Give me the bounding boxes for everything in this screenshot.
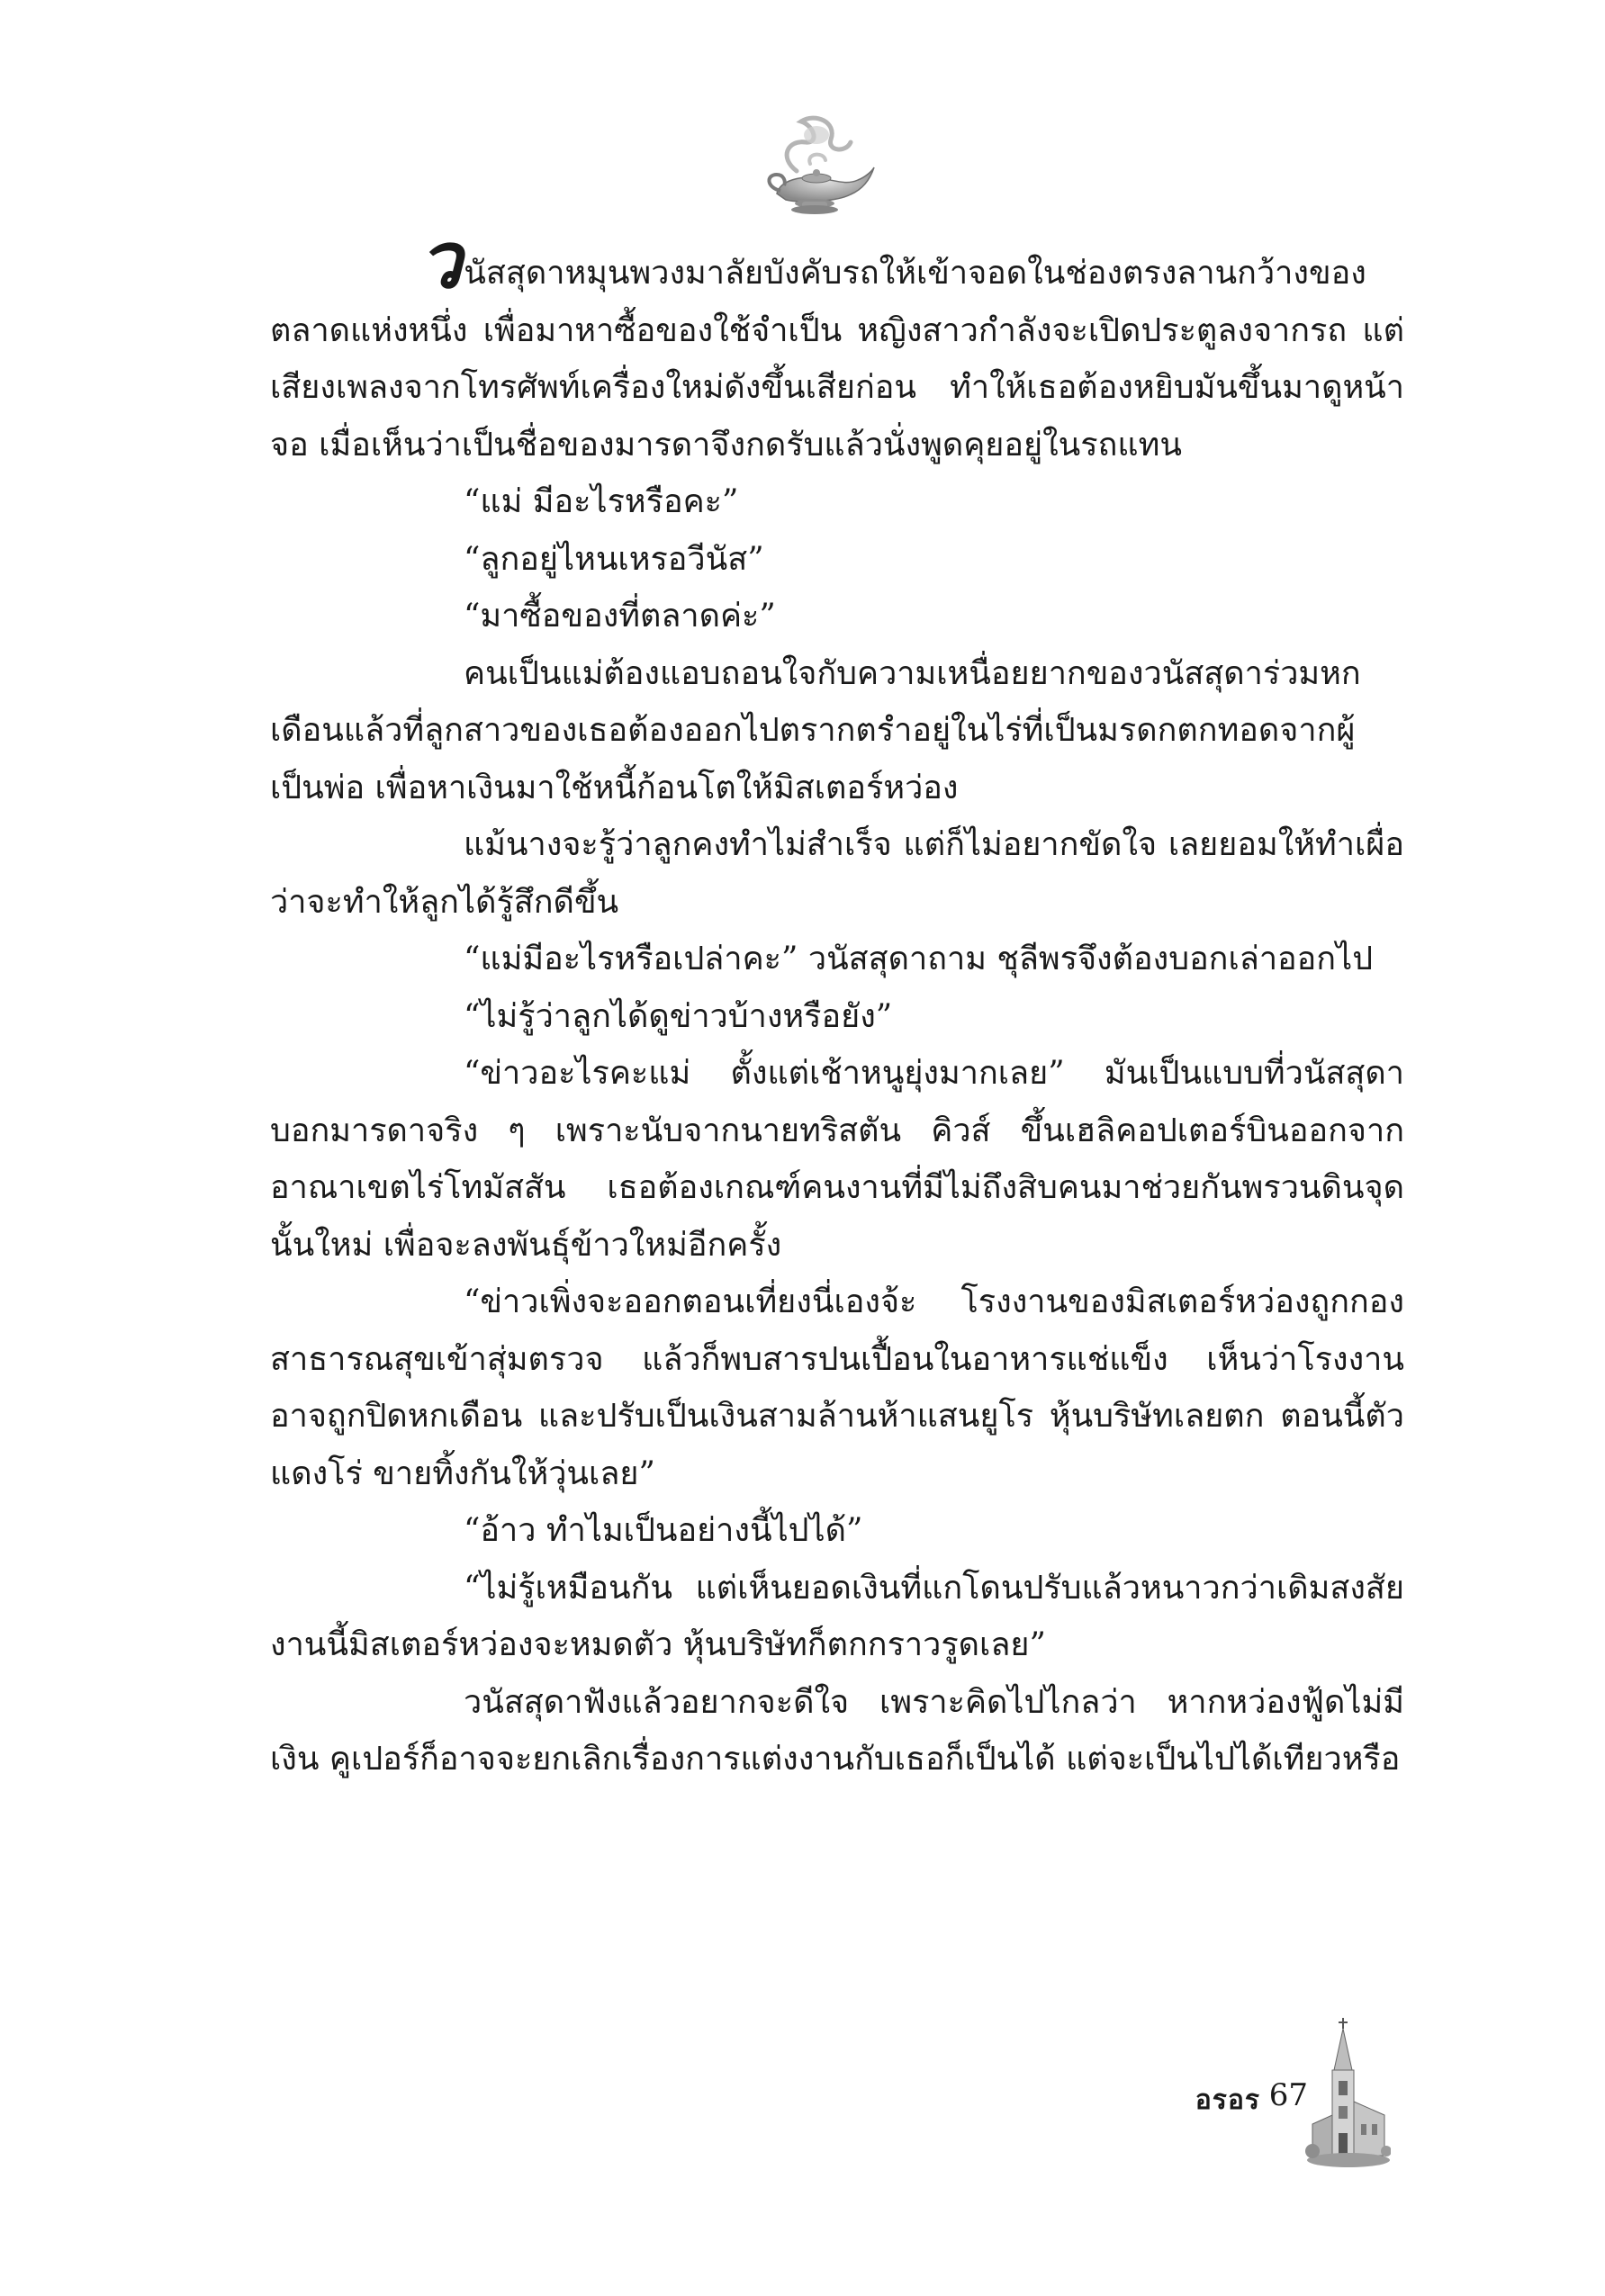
opening-paragraph-text: นัสสุดาหมุนพวงมาลัยบังคับรถให้เข้าจอดในช่องตรงลานกว้างของตลาดแห่งหนึ่ง เพื่อมาหาซื้อของใช้จำเป็น หญิงสาวกำลังจะเปิดประตูลงจากรถ แต่เสียงเพลงจากโทรศัพท์เครื่องใหม่ดังขึ้นเสียก่อน ทำให้เธอต้องหยิบมันขึ้นมาดูหน้าจอ เมื่อเห็นว่าเป็นชื่อของมารดาจึงกดรับแล้วนั่งพูดคุยอยู่ในรถแทน (270, 255, 1404, 464)
paragraph: แม้นางจะรู้ว่าลูกคงทำไม่สำเร็จ แต่ก็ไม่อยากขัดใจ เลยยอมให้ทำเผื่อว่าจะทำให้ลูกได้รู้สึกดีขึ้น (270, 826, 1404, 921)
paragraph: “ไม่รู้เหมือนกัน แต่เห็นยอดเงินที่แกโดนปรับแล้วหนาวกว่าเดิมสงสัยงานนี้มิสเตอร์หว่องจะหมดตัว หุ้นบริษัทก็ตกกราวรูดเลย” (270, 1569, 1404, 1663)
paragraph: “แม่มีอะไรหรือเปล่าคะ” วนัสสุดาถาม ชุลีพรจึงต้องบอกเล่าออกไป (464, 941, 1374, 977)
church-icon (1305, 2016, 1391, 2169)
body-text (270, 215, 1404, 1788)
magic-lamp-icon (761, 108, 878, 221)
paragraph: “ไม่รู้ว่าลูกได้ดูข่าวบ้างหรือยัง” (464, 997, 893, 1035)
paragraph: วนัสสุดาฟังแล้วอยากจะดีใจ เพราะคิดไปไกลว่า หากหว่องฟู้ดไม่มีเงิน คูเปอร์ก็อาจจะยกเลิกเรื่องการแต่งงานกับเธอก็เป็นได้ แต่จะเป็นไปได้เทียวหรือ (270, 1683, 1404, 1778)
paragraph: “อ้าว ทำไมเป็นอย่างนี้ไปได้” (464, 1512, 863, 1549)
drop-cap: ว (419, 215, 463, 306)
paragraph: “ข่าวเพิ่งจะออกตอนเที่ยงนี่เองจ้ะ โรงงานของมิสเตอร์หว่องถูกกองสาธารณสุขเข้าสุ่มตรวจ แล้วก็พบสารปนเปื้อนในอาหารแช่แข็ง เห็นว่าโรงงานอาจถูกปิดหกเดือน และปรับเป็นเงินสามล้านห้าแสนยูโร หุ้นบริษัทเลยตก ตอนนี้ตัวแดงโร่ ขายทิ้งกันให้วุ่นเลย” (270, 1283, 1404, 1492)
paragraph: คนเป็นแม่ต้องแอบถอนใจกับความเหนื่อยยากของวนัสสุดาร่วมหกเดือนแล้วที่ลูกสาวของเธอต้องออกไปตรากตรำอยู่ในไร่ที่เป็นมรดกตกทอดจากผู้เป็นพ่อ เพื่อหาเงินมาใช้หนี้ก้อนโตให้มิสเตอร์หว่อง (270, 654, 1361, 806)
paragraph: “ข่าวอะไรคะแม่ ตั้งแต่เช้าหนูยุ่งมากเลย” มันเป็นแบบที่วนัสสุดาบอกมารดาจริง ๆ เพราะนับจากนายทริสตัน คิวส์ ขึ้นเฮลิคอปเตอร์บินออกจากอาณาเขตไร่โทมัสสัน เธอต้องเกณฑ์คนงานที่มีไม่ถึงสิบคนมาช่วยกันพรวนดินจุดนั้นใหม่ เพื่อจะลงพันธุ์ข้าวใหม่อีกครั้ง (270, 1055, 1404, 1264)
opening-paragraph (270, 215, 1404, 473)
paragraph: “มาซื้อของที่ตลาดค่ะ” (464, 598, 776, 635)
page-number: 67 (1268, 2077, 1308, 2113)
paragraph: “แม่ มีอะไรหรือคะ” (464, 483, 739, 520)
running-title: อรอร (1195, 2084, 1260, 2116)
paragraph: “ลูกอยู่ไหนเหรอวีนัส” (464, 540, 764, 578)
